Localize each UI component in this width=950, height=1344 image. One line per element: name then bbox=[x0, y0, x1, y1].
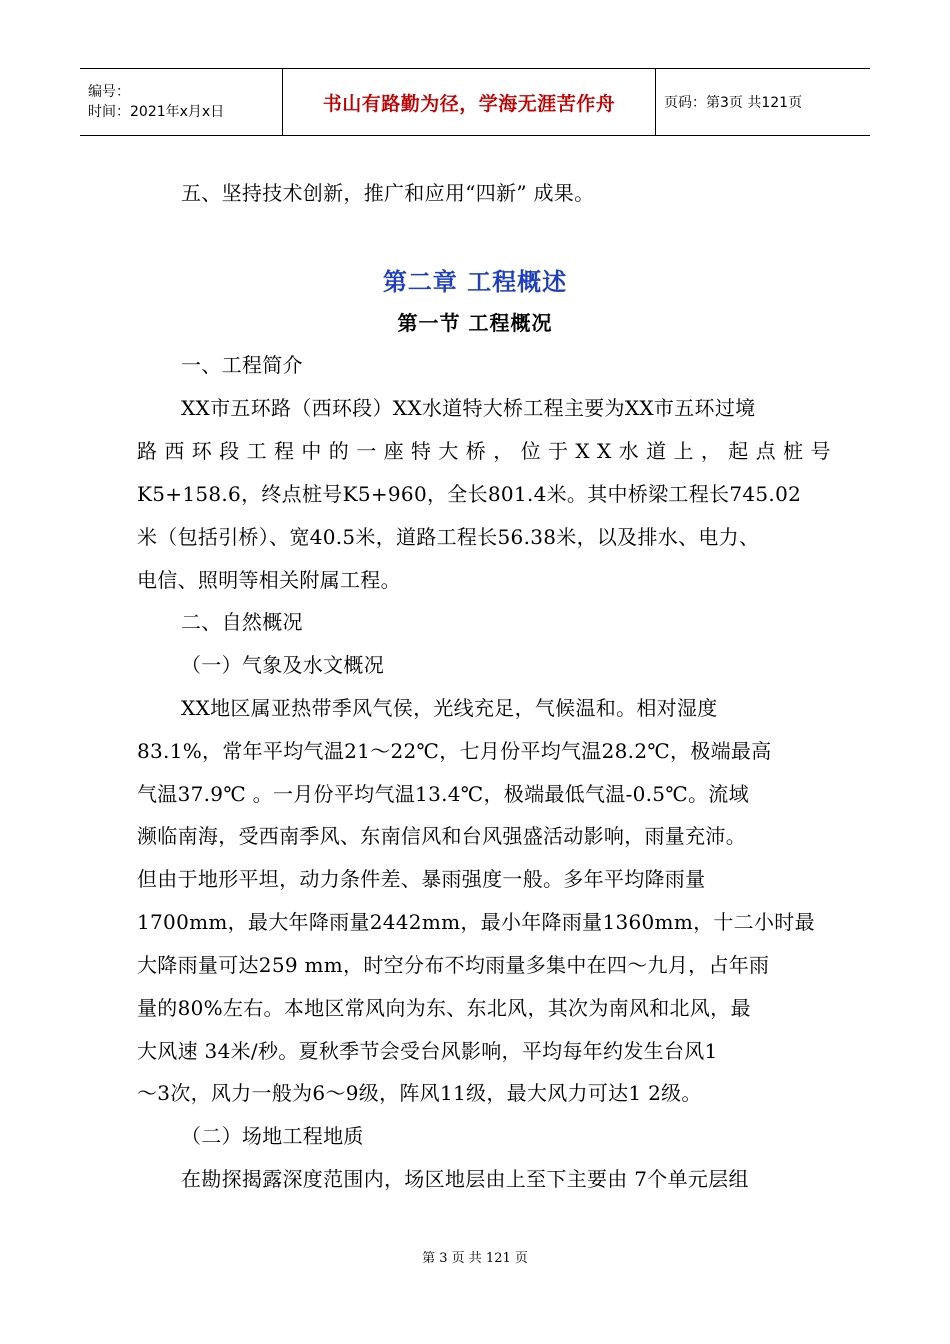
intro-line: 米（包括引桥）、宽40.5米，道路工程长56.38米，以及排水、电力、 bbox=[137, 525, 760, 549]
climate-line: 濒临南海，受西南季风、东南信风和台风强盛活动影响，雨量充沛。 bbox=[137, 824, 746, 848]
page-header bbox=[80, 68, 870, 136]
climate-line: 大降雨量可达259 mm，时空分布不均雨量多集中在四～九月，占年雨 bbox=[137, 953, 770, 977]
header-motto-cell bbox=[282, 69, 656, 135]
header-meta bbox=[80, 69, 282, 135]
climate-line: XX地区属亚热带季风气侯，光线充足，气候温和。相对湿度 bbox=[181, 696, 718, 720]
heading-natural-conditions: 二、自然概况 bbox=[181, 610, 303, 634]
time-label: 时间：2021年x月x日 bbox=[88, 104, 225, 120]
climate-line: 但由于地形平坦，动力条件差、暴雨强度一般。多年平均降雨量 bbox=[137, 867, 706, 891]
climate-line: 气温37.9℃ 。一月份平均气温13.4℃，极端最低气温-0.5℃。流域 bbox=[137, 782, 749, 806]
header-motto: 书山有路勤为径，学海无涯苦作舟 bbox=[322, 92, 616, 115]
subheading-climate: （一）气象及水文概况 bbox=[181, 653, 384, 677]
intro-line: 电信、照明等相关附属工程。 bbox=[137, 568, 401, 592]
code-label: 编号： bbox=[88, 84, 130, 100]
chapter-title: 第二章 工程概述 bbox=[382, 268, 568, 296]
header-page-info: 页码：第3页 共121页 bbox=[664, 95, 803, 111]
geology-line: 在勘探揭露深度范围内，场区地层由上至下主要由 7个单元层组 bbox=[181, 1167, 749, 1191]
heading-project-intro: 一、工程简介 bbox=[181, 353, 303, 377]
climate-line: ～3次，风力一般为6～9级，阵风11级，最大风力可达1 2级。 bbox=[137, 1081, 702, 1105]
section-title: 第一节 工程概况 bbox=[397, 311, 553, 335]
intro-line: XX市五环路（西环段）XX水道特大桥工程主要为XX市五环过境 bbox=[181, 396, 756, 420]
point-five: 五、坚持技术创新，推广和应用“四新” 成果。 bbox=[181, 181, 595, 205]
climate-line: 大风速 34米/秒。夏秋季节会受台风影响，平均每年约发生台风1 bbox=[137, 1039, 718, 1063]
intro-line-justified bbox=[137, 437, 838, 465]
climate-line: 量的80%左右。本地区常风向为东、东北风，其次为南风和北风，最 bbox=[137, 996, 751, 1020]
intro-line: 路西环段工程中的一座特大桥，位于XX水道上，起点桩号 bbox=[137, 439, 838, 463]
intro-line: K5+158.6，终点桩号K5+960，全长801.4米。其中桥梁工程长745.02 bbox=[137, 482, 802, 506]
header-page-info-cell bbox=[656, 69, 870, 135]
subheading-geology: （二）场地工程地质 bbox=[181, 1124, 364, 1148]
climate-line: 83.1%，常年平均气温21～22℃，七月份平均气温28.2℃，极端最高 bbox=[137, 739, 772, 763]
climate-line: 1700mm，最大年降雨量2442mm，最小年降雨量1360mm，十二小时最 bbox=[137, 910, 815, 934]
page-footer: 第 3 页 共 121 页 bbox=[422, 1251, 528, 1266]
